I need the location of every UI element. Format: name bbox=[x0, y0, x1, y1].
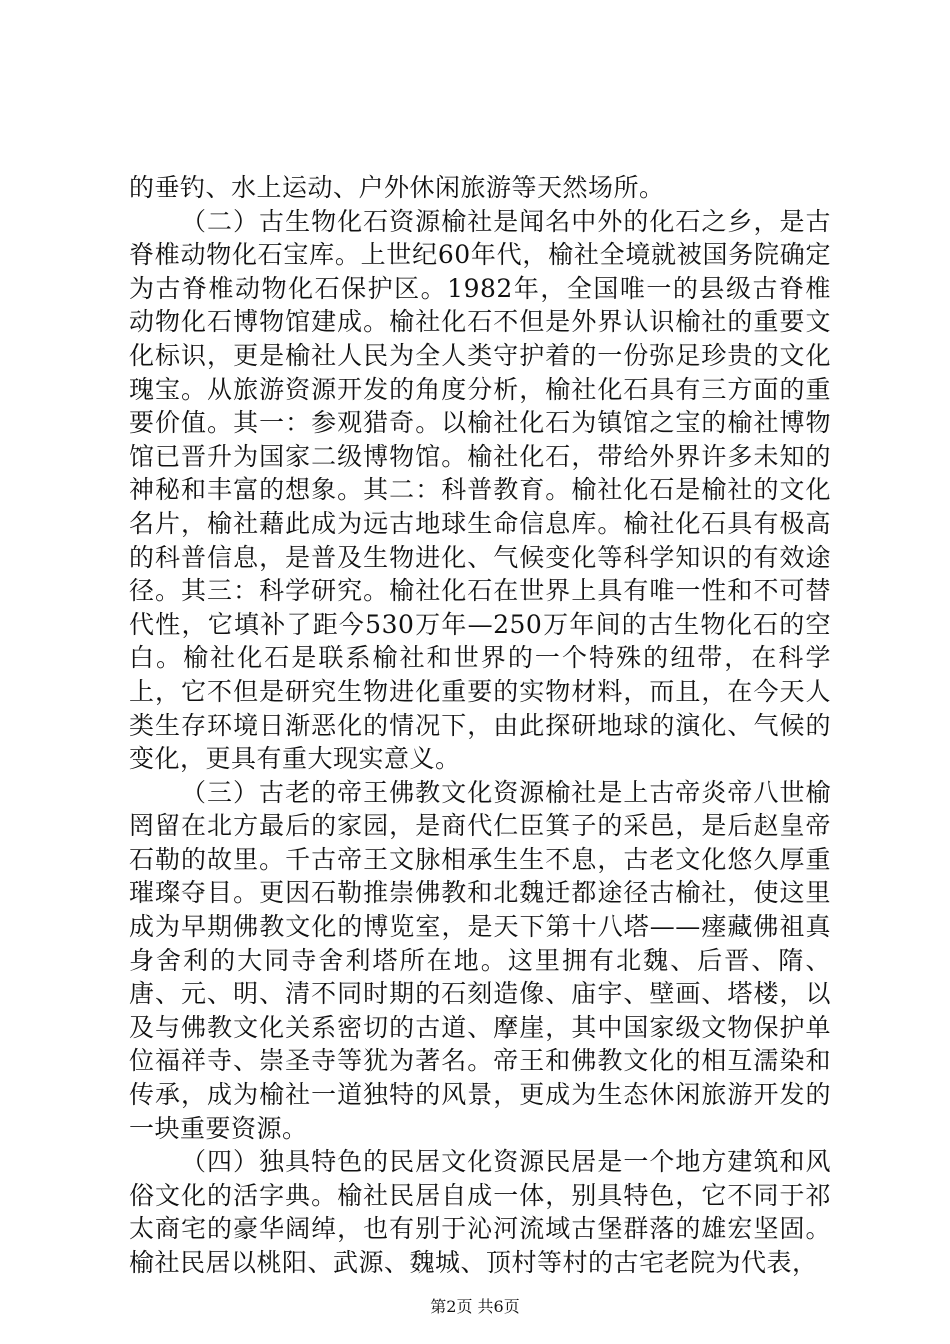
paragraph-fossil-resources: （二）古生物化石资源榆社是闻名中外的化石之乡，是古脊椎动物化石宝库。上世纪60年代，榆社全境就被国务院确定为古脊椎动物化石保护区。1982年，全国唯一的县级古脊椎动物化石博物馆建成。榆社化石不但是外界认识榆社的重要文化标识，更是榆社人民为全人类守护着的一份弥足珍贵的文化瑰宝。从旅游资源开发的角度分析，榆社化石具有三方面的重要价值。其一：参观猎奇。以榆社化石为镇馆之宝的榆社博物馆已晋升为国家二级博物馆。榆社化石，带给外界许多未知的神秘和丰富的想象。其二：科普教育。榆社化石是榆社的文化名片，榆社藉此成为远古地球生命信息库。榆社化石具有极高的科普信息，是普及生物进化、气候变化等科学知识的有效途径。其三：科学研究。榆社化石在世界上具有唯一性和不可替代性，它填补了距今530万年—250万年间的古生物化石的空白。榆社化石是联系榆社和世界的一个特殊的纽带，在科学上，它不但是研究生物进化重要的实物材料，而且，在今天人类生存环境日渐恶化的情况下，由此探研地球的演化、气候的变化，更具有重大现实意义。 bbox=[129, 206, 831, 774]
page-footer: 第2页 共6页 bbox=[430, 1297, 520, 1316]
paragraph-buddhist-culture: （三）古老的帝王佛教文化资源榆社是上古帝炎帝八世榆罔留在北方最后的家园，是商代仁臣箕子的采邑，是后赵皇帝石勒的故里。千古帝王文脉相承生生不息，古老文化悠久厚重璀璨夺目。更因石勒推崇佛教和北魏迁都途径古榆社，使这里成为早期佛教文化的博览室，是天下第十八塔——瘗藏佛祖真身舍利的大同寺舍利塔所在地。这里拥有北魏、后晋、隋、唐、元、明、清不同时期的石刻造像、庙宇、壁画、塔楼，以及与佛教文化关系密切的古道、摩崖，其中国家级文物保护单位福祥寺、崇圣寺等犹为著名。帝王和佛教文化的相互濡染和传承，成为榆社一道独特的风景，更成为生态休闲旅游开发的一块重要资源。 bbox=[129, 777, 831, 1143]
paragraph-continuation: 的垂钓、水上运动、户外休闲旅游等天然场所。 bbox=[129, 173, 665, 202]
document-body bbox=[129, 171, 831, 1280]
paragraph-folk-dwellings: （四）独具特色的民居文化资源民居是一个地方建筑和风俗文化的活字典。榆社民居自成一体，别具特色，它不同于祁太商宅的豪华阔绰，也有别于沁河流域古堡群落的雄宏坚固。榆社民居以桃阳、武源、魏城、顶村等村的古宅老院为代表， bbox=[129, 1147, 831, 1277]
